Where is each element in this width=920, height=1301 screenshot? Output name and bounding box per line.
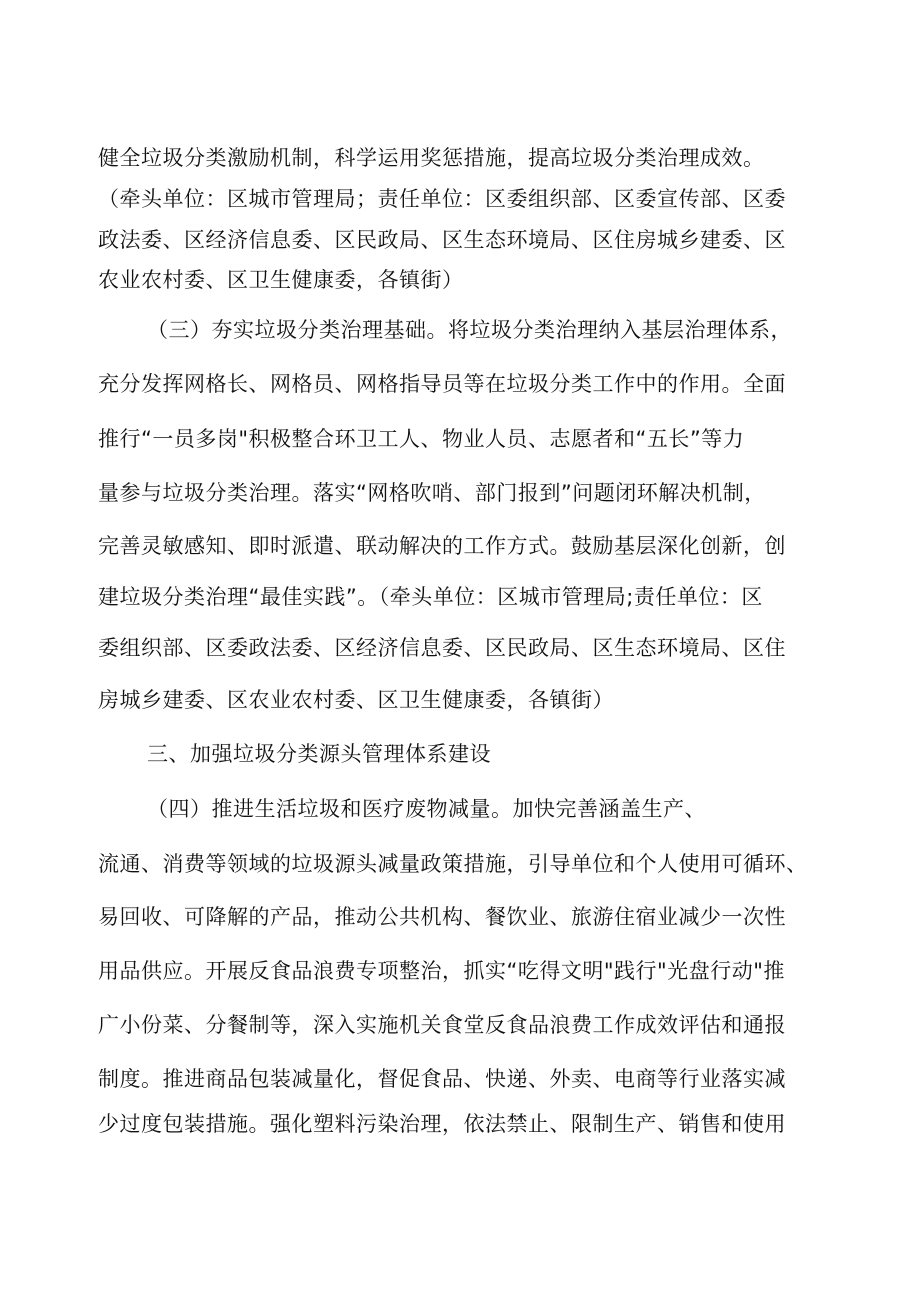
paragraph-line: 易回收、可降解的产品，推动公共机构、餐饮业、旅游住宿业减少一次性 <box>98 905 786 929</box>
paragraph-line: 广小份菜、分餐制等，深入实施机关食堂反食品浪费工作成效评估和通报 <box>98 1013 786 1037</box>
paragraph-line: 健全垃圾分类激励机制，科学运用奖惩措施，提高垃圾分类治理成效。 <box>98 146 765 170</box>
paragraph-line: 农业农村委、区卫生健康委，各镇街） <box>98 268 464 292</box>
paragraph-line: 房城乡建委、区农业农村委、区卫生健康委，各镇街） <box>98 688 614 712</box>
paragraph-line: 量参与垃圾分类治理。落实“网格吹哨、部门报到”问题闭环解决机制， <box>98 481 766 505</box>
paragraph-line: （四）推进生活垃圾和医疗废物减量。加快完善涵盖生产、 <box>147 797 706 821</box>
paragraph-line: 推行“一员多岗"积极整合环卫工人、物业人员、志愿者和“五长”等力 <box>98 427 745 451</box>
paragraph-line: 用品供应。开展反食品浪费专项整治，抓实“吃得文明"践行"光盘行动"推 <box>98 959 785 983</box>
paragraph-line: 政法委、区经济信息委、区民政局、区生态环境局、区住房城乡建委、区 <box>98 228 786 252</box>
paragraph-line: 委组织部、区委政法委、区经济信息委、区民政局、区生态环境局、区住 <box>98 636 786 660</box>
paragraph-line: 充分发挥网格长、网格员、网格指导员等在垃圾分类工作中的作用。全面 <box>98 372 786 396</box>
paragraph-line: 建垃圾分类治理“最佳实践”。（牵头单位：区城市管理局;责任单位：区 <box>98 585 763 609</box>
paragraph-line: 少过度包装措施。强化塑料污染治理，依法禁止、限制生产、销售和使用 <box>98 1112 786 1136</box>
paragraph-line: （牵头单位：区城市管理局；责任单位：区委组织部、区委宣传部、区委 <box>98 187 786 211</box>
paragraph-line: 流通、消费等领域的垃圾源头减量政策措施，引导单位和个人使用可循环、 <box>98 852 808 876</box>
section-heading: 三、加强垃圾分类源头管理体系建设 <box>147 742 491 766</box>
paragraph-line: 制度。推进商品包装减量化，督促食品、快递、外卖、电商等行业落实减 <box>98 1067 786 1091</box>
paragraph-line: （三）夯实垃圾分类治理基础。将垃圾分类治理纳入基层治理体系， <box>147 318 792 342</box>
paragraph-line: 完善灵敏感知、即时派遣、联动解决的工作方式。鼓励基层深化创新，创 <box>98 534 786 558</box>
